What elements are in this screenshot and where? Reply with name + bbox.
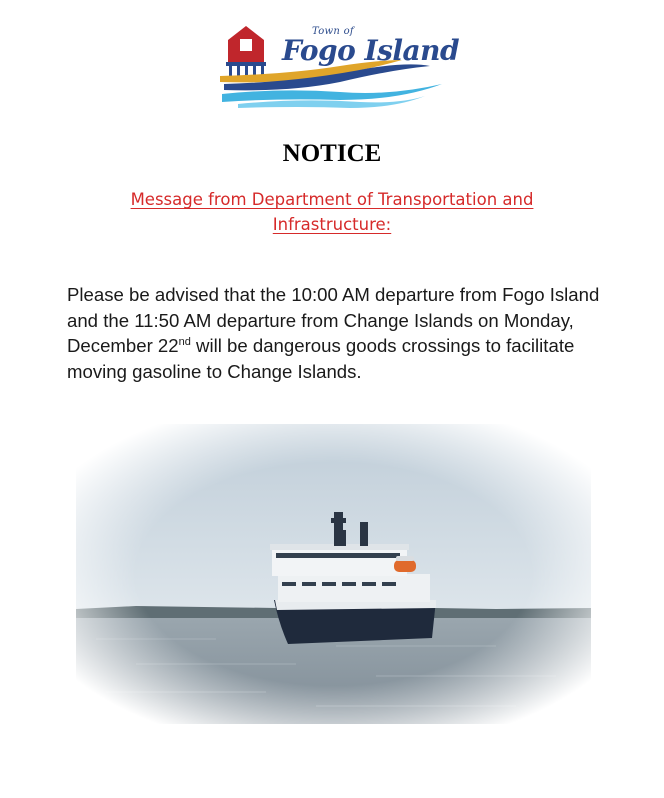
town-logo — [220, 22, 460, 108]
logo-town-of: Town of — [312, 26, 354, 37]
notice-title: NOTICE — [282, 140, 382, 167]
notice-body-part1: Please be advised that the 10:00 AM departure from Fogo Island and the 11:50 AM departure from Change Islands on Monday, December 22 — [67, 284, 600, 356]
logo-town-name: Fogo Island — [282, 34, 460, 67]
ordinal-suffix: nd — [178, 336, 191, 348]
notice-subtitle: Message from Department of Transportation and Infrastructure: — [130, 190, 534, 234]
ferry-photo — [76, 424, 591, 724]
ferry-photo-icon — [76, 424, 591, 724]
notice-body-part2: will be dangerous goods crossings to facilitate moving gasoline to Change Islands. — [67, 335, 575, 382]
notice-body — [67, 282, 607, 384]
